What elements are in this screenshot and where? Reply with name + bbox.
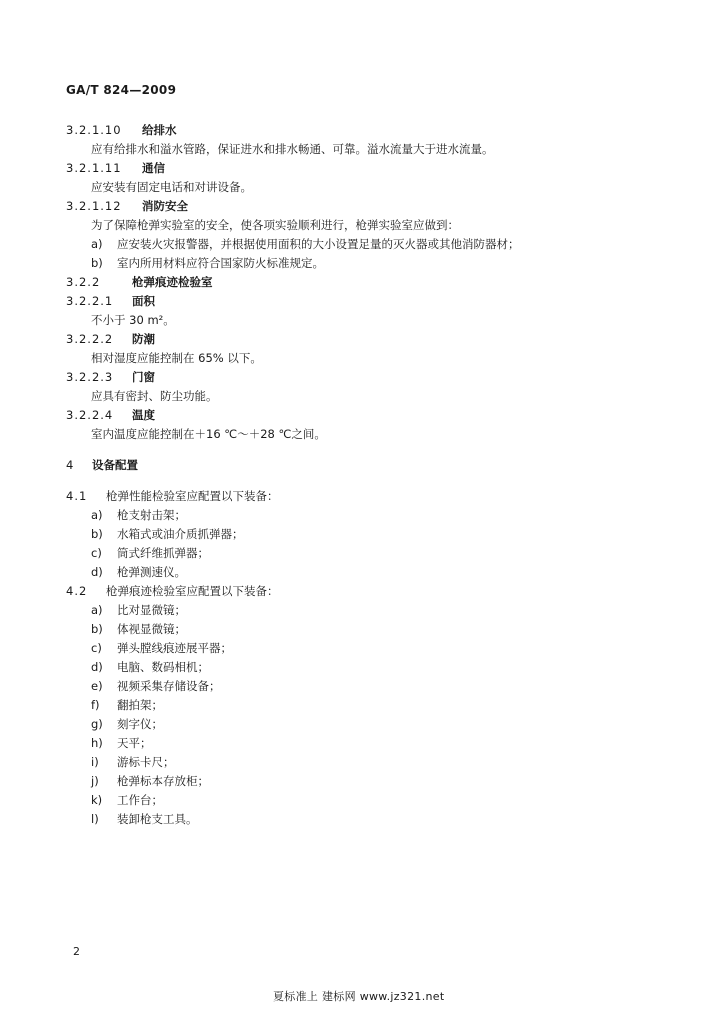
- list-item: [66, 235, 646, 254]
- list-item-text: 枪弹标本存放柜；: [117, 774, 209, 788]
- list-item-text: 游标卡尺；: [117, 755, 175, 769]
- paragraph: 应安装有固定电话和对讲设备。: [91, 180, 252, 194]
- list-marker: c): [91, 641, 102, 655]
- section-heading: [66, 330, 646, 349]
- section-heading: [66, 273, 646, 292]
- list-item: [66, 810, 646, 829]
- clause-text: 枪弹性能检验室应配置以下装备：: [106, 489, 279, 503]
- list-marker: a): [91, 603, 103, 617]
- document-body: [66, 121, 646, 829]
- list-item: [66, 734, 646, 753]
- section-title: 面积: [132, 294, 155, 308]
- list-item: [66, 525, 646, 544]
- list-item-text: 水箱式或油介质抓弹器；: [117, 527, 244, 541]
- clause: [66, 582, 646, 601]
- list-item-text: 体视显微镜；: [117, 622, 186, 636]
- section-number: 3.2.2.3: [66, 370, 114, 384]
- paragraph: 为了保障枪弹实验室的安全，使各项实验顺利进行，枪弹实验室应做到：: [91, 218, 459, 232]
- section-title: 给排水: [142, 123, 177, 137]
- list-marker: d): [91, 565, 103, 579]
- section-number: 3.2.1.11: [66, 161, 122, 175]
- list-item-text: 翻拍架；: [117, 698, 163, 712]
- footer-watermark[interactable]: 夏标准上 建标网 www.jz321.net: [273, 990, 445, 1003]
- list-marker: a): [91, 237, 103, 251]
- spacer: [66, 444, 646, 456]
- list-item: [66, 753, 646, 772]
- chapter-heading: [66, 456, 646, 475]
- section-number: 3.2.2.4: [66, 408, 114, 422]
- section-title: 温度: [132, 408, 155, 422]
- clause: [66, 487, 646, 506]
- section-number: 3.2.2.1: [66, 294, 114, 308]
- list-item: [66, 658, 646, 677]
- section-number: 3.2.1.12: [66, 199, 122, 213]
- section-heading: [66, 159, 646, 178]
- clause-number: 4.2: [66, 584, 88, 598]
- paragraph: 相对湿度应能控制在 65% 以下。: [91, 351, 262, 365]
- list-marker: e): [91, 679, 103, 693]
- list-item-text: 枪支射击架；: [117, 508, 186, 522]
- clause-number: 4.1: [66, 489, 88, 503]
- list-item-text: 电脑、数码相机；: [117, 660, 209, 674]
- document-code: GA/T 824—2009: [66, 83, 177, 97]
- list-item-text: 天平；: [117, 736, 152, 750]
- section-heading: [66, 121, 646, 140]
- list-marker: k): [91, 793, 103, 807]
- list-item: [66, 601, 646, 620]
- section-heading: [66, 406, 646, 425]
- paragraph: 室内温度应能控制在＋16 ℃～＋28 ℃之间。: [91, 427, 326, 441]
- section-number: 3.2.2: [66, 275, 101, 289]
- list-item: [66, 254, 646, 273]
- list-item: [66, 772, 646, 791]
- section-heading: [66, 292, 646, 311]
- list-item: [66, 563, 646, 582]
- list-marker: f): [91, 698, 100, 712]
- list-marker: d): [91, 660, 103, 674]
- chapter-number: 4: [66, 458, 75, 472]
- list-item: [66, 696, 646, 715]
- list-marker: b): [91, 622, 103, 636]
- list-item-text: 应安装火灾报警器，并根据使用面积的大小设置足量的灭火器或其他消防器材；: [117, 237, 520, 251]
- section-number: 3.2.2.2: [66, 332, 114, 346]
- section-title: 通信: [142, 161, 165, 175]
- list-item-text: 室内所用材料应符合国家防火标准规定。: [117, 256, 324, 270]
- list-item: [66, 639, 646, 658]
- list-item-text: 筒式纤维抓弹器；: [117, 546, 209, 560]
- list-marker: l): [91, 812, 99, 826]
- section-number: 3.2.1.10: [66, 123, 122, 137]
- section-title: 门窗: [132, 370, 155, 384]
- list-item-text: 刻字仪；: [117, 717, 163, 731]
- list-item: [66, 506, 646, 525]
- section-title: 防潮: [132, 332, 155, 346]
- list-item: [66, 544, 646, 563]
- section-title: 枪弹痕迹检验室: [132, 275, 213, 289]
- list-item: [66, 791, 646, 810]
- list-item: [66, 620, 646, 639]
- list-item-text: 工作台；: [117, 793, 163, 807]
- list-item-text: 视频采集存储设备；: [117, 679, 221, 693]
- list-item: [66, 677, 646, 696]
- list-marker: c): [91, 546, 102, 560]
- section-title: 消防安全: [142, 199, 188, 213]
- section-heading: [66, 197, 646, 216]
- clause-text: 枪弹痕迹检验室应配置以下装备：: [106, 584, 279, 598]
- page-number: 2: [73, 945, 80, 958]
- list-item: [66, 715, 646, 734]
- list-marker: b): [91, 256, 103, 270]
- list-item-text: 弹头膛线痕迹展平器；: [117, 641, 232, 655]
- list-marker: h): [91, 736, 103, 750]
- list-marker: b): [91, 527, 103, 541]
- paragraph: 不小于 30 m²。: [91, 313, 175, 327]
- list-marker: i): [91, 755, 99, 769]
- spacer: [66, 475, 646, 487]
- paragraph: 应有给排水和溢水管路，保证进水和排水畅通、可靠。溢水流量大于进水流量。: [91, 142, 494, 156]
- list-marker: j): [91, 774, 99, 788]
- list-item-text: 比对显微镜；: [117, 603, 186, 617]
- list-marker: g): [91, 717, 103, 731]
- list-marker: a): [91, 508, 103, 522]
- section-heading: [66, 368, 646, 387]
- paragraph: 应具有密封、防尘功能。: [91, 389, 218, 403]
- list-item-text: 装卸枪支工具。: [117, 812, 198, 826]
- chapter-title: 设备配置: [92, 458, 138, 472]
- list-item-text: 枪弹测速仪。: [117, 565, 186, 579]
